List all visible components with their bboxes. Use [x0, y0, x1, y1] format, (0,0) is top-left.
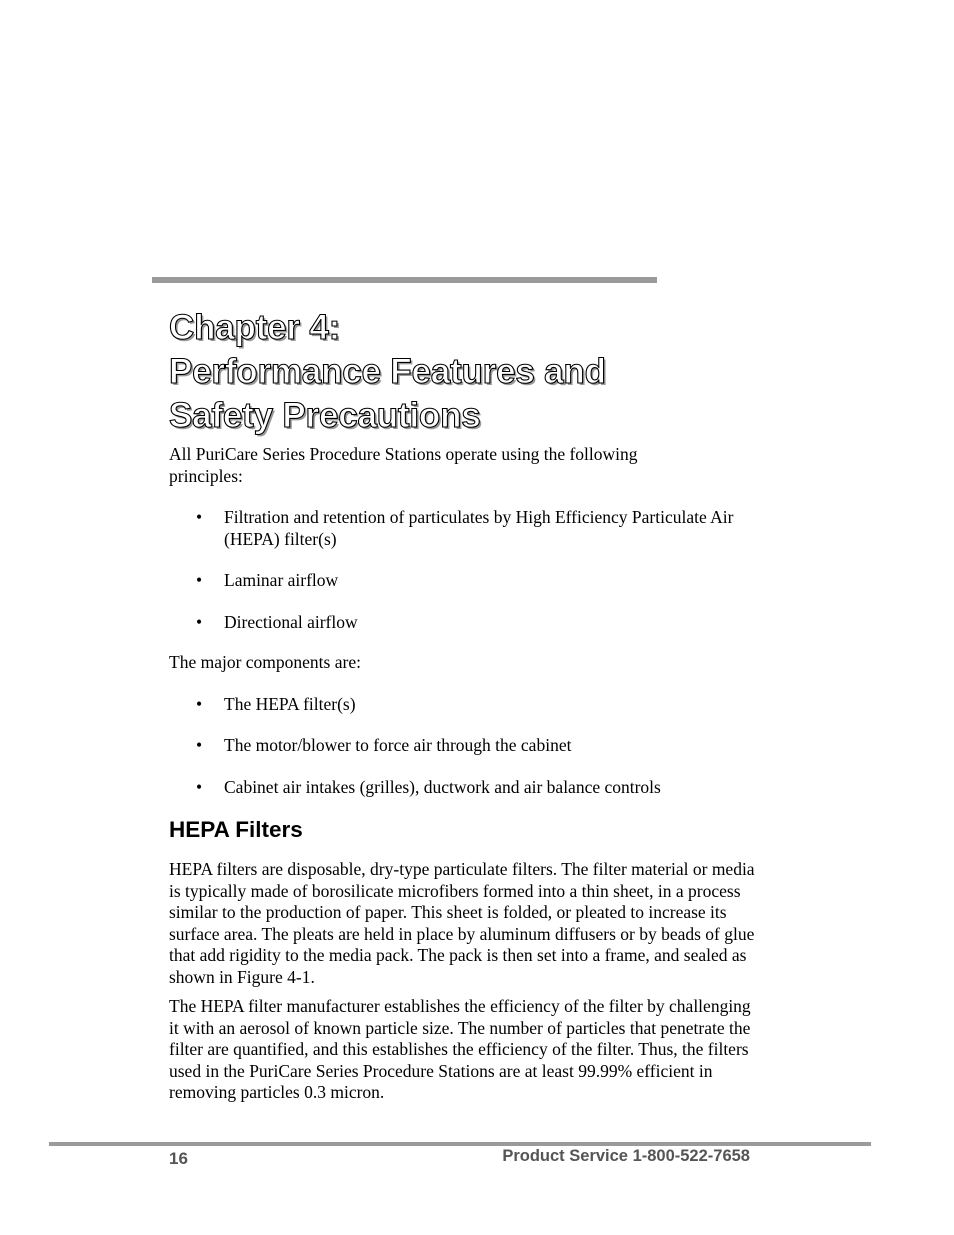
- footer-product-service: Product Service 1-800-522-7658: [502, 1147, 750, 1165]
- principle-item-directional: [196, 612, 756, 634]
- hepa-paragraph-2: The HEPA filter manufacturer establishes the efficiency of the filter by challenging it with an aerosol of known particle size. The number of particles that penetrate the filter are quantified, and this establishes the efficiency of the filter. Thus, the filters used in the PuriCare Series Procedure Stations are at least 99.99% efficient in removing particles 0.3 micron.: [169, 996, 751, 1102]
- principle-item-filtration: [196, 507, 756, 550]
- component-text: The HEPA filter(s): [224, 694, 356, 714]
- bullet-icon: •: [196, 777, 203, 797]
- chapter-title-line-3: Safety Precautions: [169, 396, 481, 435]
- chapter-title-line-2: Performance Features and: [169, 352, 606, 391]
- component-item-hepa: [196, 694, 756, 716]
- bullet-icon: •: [196, 735, 203, 755]
- bullet-icon: •: [196, 570, 203, 590]
- hepa-paragraph-1: HEPA filters are disposable, dry-type particulate filters. The filter material or media is typically made of borosilicate microfibers formed into a thin sheet, in a process similar to the production of paper. This sheet is folded, or pleated to increase its surface area. The pleats are held in place by aluminum diffusers or by beads of glue that add rigidity to the media pack. The pack is then set into a frame, and sealed as shown in Figure 4-1.: [169, 859, 755, 987]
- component-item-motor: [196, 735, 756, 757]
- section-heading-hepa-filters: HEPA Filters: [169, 817, 303, 842]
- bullet-icon: •: [196, 612, 203, 632]
- footer-rule: [49, 1142, 871, 1146]
- page-number: 16: [169, 1149, 188, 1168]
- bullet-icon: •: [196, 507, 203, 527]
- bullet-icon: •: [196, 694, 203, 714]
- component-item-intakes: [196, 777, 756, 799]
- component-text: Cabinet air intakes (grilles), ductwork and air balance controls: [224, 777, 661, 797]
- principle-item-laminar: [196, 570, 756, 592]
- principle-text: Filtration and retention of particulates by High Efficiency Particulate Air (HEPA) filter(s): [224, 507, 734, 549]
- principle-text: Laminar airflow: [224, 570, 339, 590]
- chapter-title-line-1: Chapter 4:: [169, 308, 341, 347]
- chapter-title-rule: [152, 277, 657, 283]
- intro-paragraph: All PuriCare Series Procedure Stations operate using the following principles:: [169, 444, 638, 486]
- principle-text: Directional airflow: [224, 612, 358, 632]
- component-text: The motor/blower to force air through the cabinet: [224, 735, 572, 755]
- chapter-title: [169, 306, 769, 438]
- components-intro: The major components are:: [169, 652, 361, 672]
